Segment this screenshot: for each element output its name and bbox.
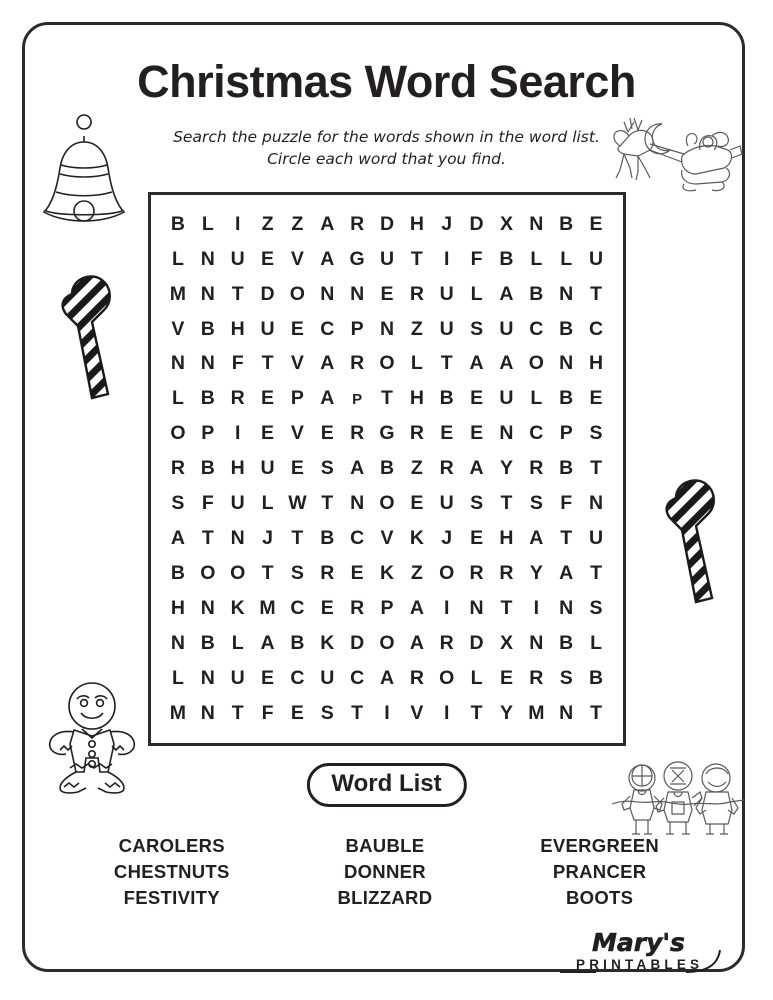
grid-letter[interactable]: A: [499, 282, 514, 305]
grid-letter[interactable]: A: [469, 352, 484, 375]
grid-letter[interactable]: E: [470, 387, 484, 410]
grid-letter[interactable]: B: [559, 457, 574, 480]
gingerbread-man-icon: [38, 672, 146, 805]
grid-letter[interactable]: T: [590, 562, 603, 585]
grid-letter[interactable]: A: [409, 631, 424, 654]
grid-letter[interactable]: Z: [291, 212, 304, 235]
grid-letter[interactable]: B: [559, 317, 574, 340]
grid-letter[interactable]: K: [409, 527, 424, 550]
grid-letter[interactable]: V: [171, 317, 185, 340]
word-list-item[interactable]: BOOTS: [565, 887, 634, 908]
grid-letter[interactable]: H: [409, 387, 424, 410]
grid-letter[interactable]: U: [439, 492, 454, 515]
grid-letter[interactable]: E: [261, 422, 275, 445]
grid-letter[interactable]: R: [439, 631, 454, 654]
grid-letter[interactable]: S: [320, 457, 334, 480]
grid-letter[interactable]: C: [290, 596, 305, 619]
grid-letter[interactable]: Z: [410, 457, 423, 480]
grid-letter[interactable]: L: [171, 247, 184, 270]
grid-letter[interactable]: U: [589, 527, 604, 550]
grid-letter[interactable]: U: [230, 666, 245, 689]
grid-letter[interactable]: T: [261, 352, 274, 375]
grid-letter[interactable]: S: [559, 666, 573, 689]
grid-letter[interactable]: Z: [410, 562, 423, 585]
grid-letter[interactable]: J: [262, 527, 273, 550]
candy-cane-icon: [652, 472, 726, 611]
grid-letter[interactable]: U: [589, 247, 604, 270]
grid-letter[interactable]: B: [170, 212, 185, 235]
grid-letter[interactable]: Z: [261, 212, 274, 235]
grid-letter[interactable]: P: [559, 422, 573, 445]
grid-letter[interactable]: B: [559, 631, 574, 654]
grid-letter[interactable]: H: [230, 317, 245, 340]
grid-letter[interactable]: L: [530, 387, 543, 410]
grid-letter[interactable]: V: [290, 247, 304, 270]
grid-letter[interactable]: T: [500, 596, 513, 619]
word-search-grid[interactable]: [163, 207, 611, 731]
grid-letter[interactable]: O: [528, 352, 544, 375]
grid-letter[interactable]: S: [470, 317, 484, 340]
grid-letter[interactable]: R: [350, 422, 365, 445]
grid-letter[interactable]: L: [470, 282, 483, 305]
grid-letter[interactable]: U: [230, 247, 245, 270]
grid-letter[interactable]: S: [320, 701, 334, 724]
grid-letter[interactable]: D: [350, 631, 365, 654]
grid-letter[interactable]: O: [200, 562, 216, 585]
grid-letter[interactable]: M: [528, 701, 545, 724]
grid-letter[interactable]: B: [320, 527, 335, 550]
grid-letter[interactable]: T: [231, 701, 244, 724]
grid-letter[interactable]: B: [559, 387, 574, 410]
grid-letter[interactable]: R: [409, 422, 424, 445]
grid-letter[interactable]: R: [529, 457, 544, 480]
instructions-line-1: Search the puzzle for the words shown in the word list.: [173, 128, 600, 146]
grid-letter[interactable]: B: [200, 387, 215, 410]
grid-letter[interactable]: Z: [410, 317, 423, 340]
grid-letter[interactable]: N: [320, 282, 335, 305]
grid-letter[interactable]: A: [499, 352, 514, 375]
grid-letter[interactable]: E: [261, 666, 275, 689]
grid-letter[interactable]: S: [171, 492, 185, 515]
grid-letter[interactable]: U: [439, 282, 454, 305]
grid-letter[interactable]: R: [499, 562, 514, 585]
grid-letter[interactable]: K: [320, 631, 335, 654]
grid-letter[interactable]: P: [352, 390, 363, 408]
grid-letter[interactable]: B: [290, 631, 305, 654]
grid-letter[interactable]: J: [441, 527, 453, 550]
grid-letter[interactable]: O: [439, 666, 455, 689]
grid-letter[interactable]: O: [230, 562, 246, 585]
grid-letter[interactable]: N: [559, 282, 574, 305]
brand-logo: [556, 928, 726, 984]
grid-letter[interactable]: M: [169, 282, 187, 305]
word-list-item[interactable]: PRANCER: [552, 861, 647, 882]
grid-letter[interactable]: D: [379, 212, 395, 235]
word-list-item[interactable]: FESTIVITY: [123, 887, 220, 908]
grid-letter[interactable]: E: [410, 492, 424, 515]
grid-letter[interactable]: E: [290, 457, 304, 480]
grid-letter[interactable]: E: [499, 666, 513, 689]
word-list-column: [540, 833, 659, 911]
grid-letter[interactable]: C: [290, 666, 305, 689]
grid-letter[interactable]: L: [410, 352, 423, 375]
grid-letter[interactable]: N: [559, 596, 574, 619]
grid-letter[interactable]: B: [200, 631, 215, 654]
grid-letter[interactable]: F: [201, 492, 214, 515]
grid-letter[interactable]: V: [410, 701, 424, 724]
grid-letter[interactable]: E: [290, 317, 304, 340]
grid-letter[interactable]: P: [290, 387, 304, 410]
grid-letter[interactable]: Y: [499, 457, 513, 480]
grid-letter[interactable]: N: [469, 596, 484, 619]
grid-letter[interactable]: X: [499, 631, 513, 654]
grid-letter[interactable]: N: [200, 701, 215, 724]
grid-letter[interactable]: E: [320, 596, 334, 619]
word-list-item[interactable]: EVERGREEN: [540, 835, 660, 856]
grid-letter[interactable]: R: [409, 666, 424, 689]
grid-letter[interactable]: A: [320, 387, 335, 410]
brand-name: Mary's: [592, 928, 685, 957]
grid-letter[interactable]: M: [259, 596, 276, 619]
grid-letter[interactable]: N: [230, 527, 245, 550]
grid-letter[interactable]: N: [200, 282, 215, 305]
page-title: Christmas Word Search: [137, 56, 636, 107]
grid-letter[interactable]: I: [384, 701, 390, 724]
grid-letter[interactable]: L: [231, 631, 244, 654]
grid-letter[interactable]: A: [350, 457, 365, 480]
instructions-line-2: Circle each word that you find.: [267, 150, 506, 168]
grid-letter[interactable]: O: [439, 562, 455, 585]
grid-letter[interactable]: S: [589, 596, 603, 619]
grid-letter[interactable]: V: [290, 422, 304, 445]
word-list-item[interactable]: CAROLERS: [118, 835, 225, 856]
grid-letter[interactable]: O: [170, 422, 186, 445]
grid-letter[interactable]: V: [380, 527, 394, 550]
grid-letter[interactable]: T: [500, 492, 513, 515]
grid-letter[interactable]: T: [261, 562, 274, 585]
grid-letter[interactable]: T: [351, 701, 364, 724]
grid-letter[interactable]: T: [470, 701, 483, 724]
grid-letter[interactable]: E: [350, 562, 364, 585]
grid-letter[interactable]: L: [470, 666, 483, 689]
grid-letter[interactable]: R: [350, 596, 365, 619]
grid-letter[interactable]: T: [560, 527, 573, 550]
grid-letter[interactable]: E: [261, 247, 275, 270]
grid-letter[interactable]: C: [350, 666, 365, 689]
grid-letter[interactable]: B: [589, 666, 604, 689]
grid-letter[interactable]: O: [379, 631, 395, 654]
grid-letter[interactable]: F: [470, 247, 483, 270]
grid-letter[interactable]: N: [559, 352, 574, 375]
grid-letter[interactable]: T: [291, 527, 304, 550]
word-list: [60, 833, 713, 911]
grid-letter[interactable]: B: [200, 317, 215, 340]
grid-letter[interactable]: N: [200, 596, 215, 619]
word-list-item[interactable]: BAUBLE: [345, 835, 425, 856]
grid-letter[interactable]: C: [350, 527, 365, 550]
grid-letter[interactable]: I: [234, 422, 241, 445]
grid-letter[interactable]: O: [379, 492, 395, 515]
grid-letter[interactable]: N: [529, 631, 544, 654]
grid-letter[interactable]: T: [231, 282, 244, 305]
grid-letter[interactable]: A: [320, 212, 335, 235]
word-list-item[interactable]: BLIZZARD: [337, 887, 433, 908]
grid-letter[interactable]: T: [381, 387, 393, 410]
grid-letter[interactable]: T: [590, 457, 603, 480]
grid-letter[interactable]: C: [589, 317, 604, 340]
grid-letter[interactable]: O: [379, 352, 395, 375]
grid-letter[interactable]: F: [560, 492, 573, 515]
grid-letter[interactable]: I: [444, 701, 450, 724]
grid-letter[interactable]: S: [529, 492, 543, 515]
grid-letter[interactable]: L: [171, 666, 184, 689]
word-list-column: [114, 833, 230, 911]
grid-letter[interactable]: E: [470, 527, 484, 550]
grid-letter[interactable]: S: [290, 562, 304, 585]
grid-letter[interactable]: R: [320, 562, 335, 585]
grid-letter[interactable]: I: [234, 212, 241, 235]
grid-letter[interactable]: S: [589, 422, 603, 445]
grid-letter[interactable]: A: [529, 527, 544, 550]
grid-letter[interactable]: B: [200, 457, 215, 480]
grid-letter[interactable]: A: [559, 562, 574, 585]
grid-letter[interactable]: N: [559, 701, 574, 724]
grid-letter[interactable]: C: [529, 422, 544, 445]
grid-letter[interactable]: E: [320, 422, 334, 445]
grid-letter[interactable]: B: [170, 562, 185, 585]
grid-letter[interactable]: L: [560, 247, 573, 270]
grid-letter[interactable]: U: [320, 666, 335, 689]
grid-letter[interactable]: E: [470, 422, 484, 445]
grid-letter[interactable]: R: [469, 562, 484, 585]
grid-letter[interactable]: E: [380, 282, 394, 305]
grid-letter[interactable]: N: [529, 212, 544, 235]
grid-letter[interactable]: A: [469, 457, 484, 480]
grid-letter[interactable]: P: [380, 596, 394, 619]
grid-letter[interactable]: H: [589, 352, 604, 375]
grid-letter[interactable]: H: [170, 596, 185, 619]
grid-letter[interactable]: H: [409, 212, 424, 235]
grid-letter[interactable]: R: [350, 212, 365, 235]
grid-letter[interactable]: F: [261, 701, 274, 724]
grid-letter[interactable]: K: [379, 562, 395, 585]
grid-letter[interactable]: U: [499, 387, 514, 410]
grid-letter[interactable]: A: [260, 631, 275, 654]
grid-letter[interactable]: T: [410, 247, 423, 270]
grid-letter[interactable]: A: [170, 527, 185, 550]
grid-letter[interactable]: J: [441, 212, 453, 235]
grid-letter[interactable]: B: [379, 457, 395, 480]
grid-letter[interactable]: R: [170, 457, 185, 480]
grid-letter[interactable]: R: [409, 282, 424, 305]
grid-letter[interactable]: T: [590, 282, 603, 305]
grid-letter[interactable]: S: [470, 492, 484, 515]
grid-letter[interactable]: E: [589, 212, 603, 235]
grid-letter[interactable]: E: [440, 422, 454, 445]
candy-cane-icon: [48, 268, 122, 407]
children-icon: [612, 756, 744, 845]
santa-sleigh-icon: [604, 112, 744, 199]
grid-letter[interactable]: U: [439, 317, 454, 340]
grid-letter[interactable]: I: [444, 596, 450, 619]
grid-letter[interactable]: R: [230, 387, 245, 410]
grid-letter[interactable]: E: [290, 701, 304, 724]
grid-letter[interactable]: L: [530, 247, 543, 270]
grid-letter[interactable]: D: [469, 212, 484, 235]
grid-letter[interactable]: N: [200, 247, 215, 270]
grid-letter[interactable]: L: [590, 631, 603, 654]
grid-letter[interactable]: L: [171, 387, 184, 410]
grid-letter[interactable]: C: [320, 317, 335, 340]
grid-letter[interactable]: E: [589, 387, 603, 410]
grid-letter[interactable]: B: [499, 247, 514, 270]
grid-letter[interactable]: A: [320, 247, 335, 270]
grid-letter[interactable]: M: [169, 701, 187, 724]
grid-letter[interactable]: F: [231, 352, 244, 375]
grid-letter[interactable]: U: [379, 247, 395, 270]
grid-letter[interactable]: U: [260, 317, 275, 340]
word-list-badge: Word List: [306, 763, 466, 807]
grid-letter[interactable]: T: [590, 701, 603, 724]
word-list-item[interactable]: DONNER: [343, 861, 426, 882]
grid-letter[interactable]: P: [350, 317, 364, 340]
grid-letter[interactable]: G: [349, 247, 365, 270]
word-list-column: [337, 833, 432, 911]
grid-letter[interactable]: V: [290, 352, 304, 375]
grid-letter[interactable]: K: [230, 596, 245, 619]
grid-letter[interactable]: I: [533, 596, 540, 619]
grid-letter[interactable]: T: [321, 492, 334, 515]
grid-letter[interactable]: N: [170, 631, 185, 654]
grid-letter[interactable]: U: [260, 457, 275, 480]
grid-letter[interactable]: N: [200, 352, 215, 375]
grid-letter[interactable]: Y: [529, 562, 543, 585]
grid-letter[interactable]: E: [261, 387, 275, 410]
grid-letter[interactable]: X: [499, 212, 513, 235]
grid-letter[interactable]: R: [350, 352, 365, 375]
grid-letter[interactable]: H: [499, 527, 514, 550]
grid-letter[interactable]: N: [589, 492, 604, 515]
grid-letter[interactable]: L: [201, 212, 214, 235]
grid-letter[interactable]: R: [439, 457, 454, 480]
grid-letter[interactable]: N: [200, 666, 215, 689]
grid-letter[interactable]: G: [379, 422, 395, 445]
grid-letter[interactable]: R: [529, 666, 544, 689]
grid-letter[interactable]: T: [201, 527, 214, 550]
grid-letter[interactable]: T: [440, 352, 453, 375]
grid-letter[interactable]: H: [230, 457, 245, 480]
grid-letter[interactable]: N: [350, 282, 365, 305]
grid-letter[interactable]: U: [499, 317, 514, 340]
grid-letter[interactable]: B: [529, 282, 544, 305]
grid-letter[interactable]: U: [230, 492, 245, 515]
word-list-item[interactable]: CHESTNUTS: [113, 861, 230, 882]
grid-letter[interactable]: A: [320, 352, 335, 375]
grid-letter[interactable]: A: [409, 596, 424, 619]
grid-letter[interactable]: D: [469, 631, 484, 654]
grid-letter[interactable]: O: [289, 282, 305, 305]
grid-letter[interactable]: N: [379, 317, 395, 340]
grid-letter[interactable]: N: [499, 422, 514, 445]
bell-icon: [36, 112, 132, 239]
grid-letter[interactable]: L: [261, 492, 274, 515]
grid-letter[interactable]: N: [170, 352, 185, 375]
grid-letter[interactable]: N: [350, 492, 365, 515]
grid-letter[interactable]: W: [288, 492, 307, 515]
grid-letter[interactable]: B: [559, 212, 574, 235]
brand-subtitle: PRINTABLES: [576, 957, 704, 972]
grid-letter[interactable]: P: [201, 422, 215, 445]
grid-letter[interactable]: D: [260, 282, 275, 305]
grid-letter[interactable]: Y: [499, 701, 513, 724]
grid-letter[interactable]: I: [444, 247, 450, 270]
grid-letter[interactable]: C: [529, 317, 544, 340]
grid-letter[interactable]: B: [439, 387, 454, 410]
grid-letter[interactable]: A: [379, 666, 395, 689]
